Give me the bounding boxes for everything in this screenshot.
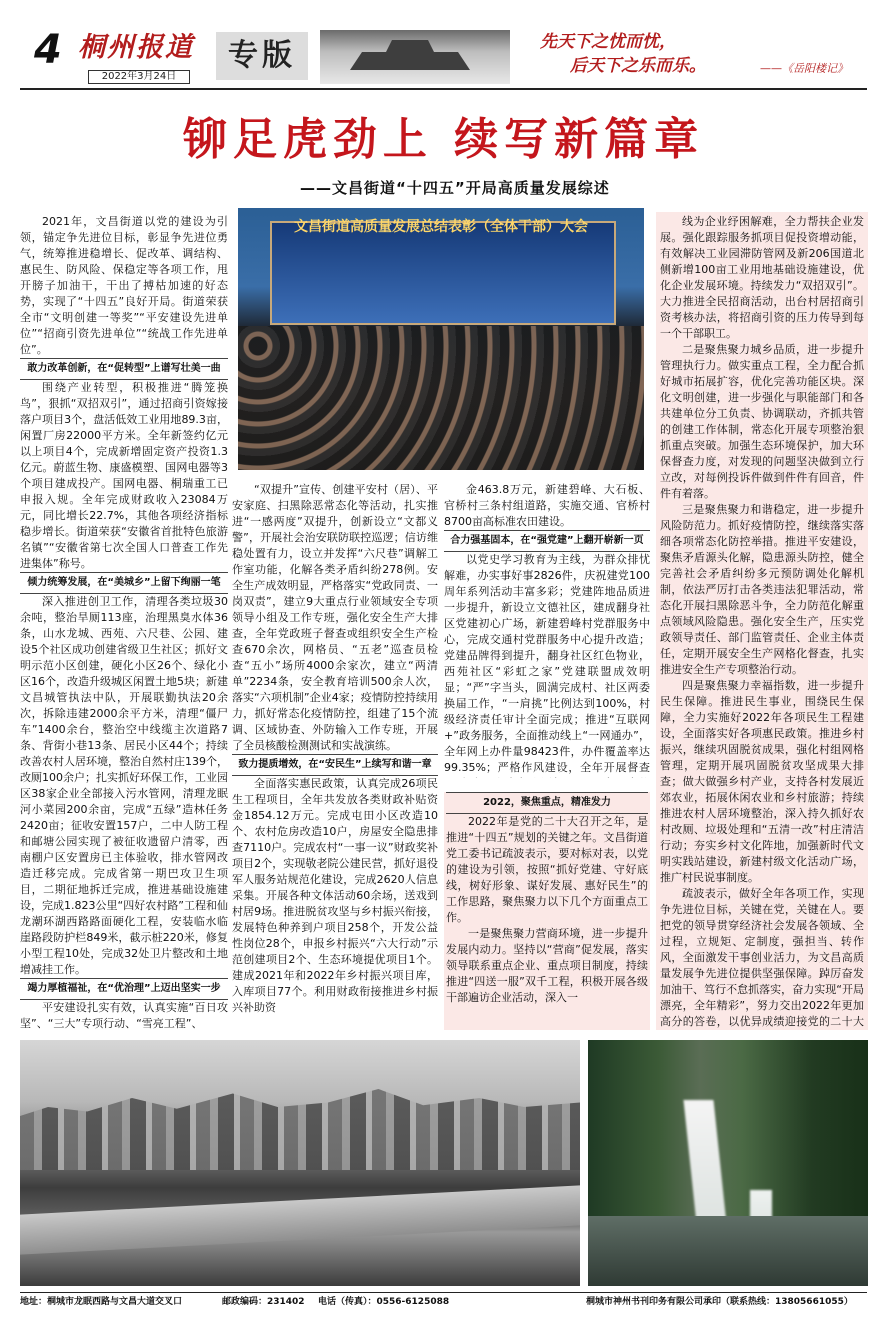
paragraph: 一是聚焦聚力营商环境，进一步提升发展内动力。坚持以“营商”促发展，落实领导联系重点企业、重点项目制度，持续推进“四送一服”双千工程，积极开展各级干部遍访企业活动，深入一 (446, 927, 648, 1004)
paragraph: 疏波表示，做好全年各项工作，实现争先进位目标，关键在党，关键在人。要把党的领导贯穿经济社会发展各领域、全过程，立规矩、定制度，强担当、转作风，全面激发干事创业活力，为文昌高质量发展争先进位提供坚强保障。踔厉奋发加油干、笃行不怠抓落实，奋力实现“开局漂亮，全年精彩”，努力交出2022年更加高分的答卷，以优异成绩迎接党的二十大 (660, 887, 864, 1028)
footer-printer: 桐城市神州书刊印务有限公司承印（联系热线：13805661055） (586, 1297, 853, 1307)
paragraph: 金463.8万元，新建碧峰、大石板、官桥村三条村组道路，实施交通、官桥村8700亩高标准农田建设。 (444, 483, 650, 528)
paragraph: 线为企业纾困解难，全力帮扶企业发展。强化跟踪服务抓项目促投资增动能，有效解决工业园滞防管网及新206国道北侧新增100亩工业用地基础设施建设，优化企业发展环境。持续发力“双招双引”。大力推进全民招商活动，出台村居招商引资考核办法，将招商引资的压力传导到每一个干部职工。 (660, 215, 864, 340)
section-heading: 敢力改革创新，在“促转型”上谱写壮美一曲 (20, 358, 228, 380)
column-2 (232, 482, 438, 1030)
motto-line-2: 后天下之乐而乐。 (570, 56, 706, 76)
paragraph: 四是聚焦聚力幸福指数，进一步提升民生保障。推进民生事业，围绕民生保障，全力实施好2022年各项民生工程建设，全面落实好各项惠民政策。推进乡村振兴，继续巩固脱贫成果，强化村组网格管理，定期开展巩固脱贫攻坚成果大排查；做大做强乡村产业，支持各村发展近郊农业，拓展休闲农业和乡村旅游；持续推进农村人居环境整治，深入持久抓好农村改厕、垃圾处理和“五清一改”村庄清洁行动；夯实乡村文化阵地，加强新时代文明实践站建设，新建村级文化活动广场，推广村民说事制度。 (660, 679, 864, 884)
section-heading: 致力提质增效，在“安民生”上续写和谐一章 (232, 754, 438, 776)
column-1 (20, 214, 228, 1030)
page-number: 4 (34, 27, 62, 73)
masthead-tower-image (320, 30, 510, 84)
paragraph: 深入推进创卫工作，清理各类垃圾30余吨，整治旱厕113座，治理黑臭水体36条，山水龙城、西苑、六尺巷、公园、建设5个社区成功创建省级卫生社区；抓好文明示范小区创建，硬化小区26个、绿化小区16个，改造升级城区闲置土地5块；新建文昌城管执法中队，开展联勤执法20余次，拆除违建2000余平方米，清理“僵尸车”1400余台，整治空中线缆主次道路7条、背街小巷13条、居民小区44个；持续改善农村人居环境，整治自然村庄139个，改厕100余户；扎实抓好环保工作，工业园区38家企业全部接入污水管网，清理龙眠河小菜园200余亩，完成“五绿”造林任务2420亩；征收安置157户，二中人防工程和邮塘公园实现了被征收遗留户清零，西南棚户区安置房已主体验收，排水管网改造迁移完成。完成省第一期巴攻卫生项目，二期征地拆迁完成，推进基础设施建设，完成1.823公里“四好农村路”工程和仙龙潮环湖西路路面硬化工程，安装临水临崖路段防护栏849米，截示桩220米，修复小型工程10处，完成32处卫片整改和土地增减挂工作。 (20, 595, 228, 976)
section-heading: 竭力厚植福祉，在“优治理”上迈出坚实一步 (20, 978, 228, 1000)
motto-source: ——《岳阳楼记》 (760, 62, 848, 75)
footer-rule (20, 1292, 867, 1293)
paragraph: 二是聚焦聚力城乡品质，进一步提升管理执行力。做实重点工程，全力配合抓好城市拓展扩容，优化完善功能区块。深化文明创建，进一步强化与职能部门和各共建单位分工负责、协调联动，齐抓共管的创建工作体制，常态化开展专项整治狠抓重点突破。加强生态环境保护，加大环保督查力度，对发现的问题坚决做到立行立改，对每例投诉件做到件件有回音，件件有着落。 (660, 343, 864, 500)
motto-line-1: 先天下之忧而忧， (540, 32, 676, 52)
paragraph: 2022年是党的二十大召开之年，是推进“十四五”规划的关键之年。文昌街道党工委书记疏波表示，要对标对表，以党的建设为引领，按照“抓好党建、守好底线，树好形象、谋好发展、惠好民生”的工作思路，聚焦聚力以下几个方面重点工作。 (446, 815, 648, 924)
footer-address: 地址：桐城市龙眠西路与文昌大道交叉口 (20, 1297, 183, 1307)
subheadline: ——文昌街道“十四五”开局高质量发展综述 (300, 179, 610, 197)
column-3-top (444, 482, 650, 778)
section-label: 专版 (216, 32, 308, 80)
paragraph: 平安建设扎实有效，认真实施“百日攻坚”、“三大”专项行动、“雪亮工程”、 (20, 1001, 228, 1030)
column-4 (656, 212, 868, 1030)
masthead-rule (20, 88, 867, 90)
paragraph: 围绕产业转型，积极推进“腾笼换鸟”，狠抓“双招双引”，通过招商引资嫁接落户项目3个，盘活低效工业用地89.3亩，闲置厂房22000平方米。全年新签约亿元以上项目4个，完成新增固定资产投资1.3亿元。蔚蓝生物、康盛模塑、国网电器等3个项目建成投产。国网电器、桐瑞重工已申报入规。全年完成财政收入23084万元，同比增长22.7%，其他各项经济指标稳步增长。街道荣获“安徽省首批特色旅游名镇”“安徽省第七次全国人口普查工作先进集体”称号。 (20, 381, 228, 570)
paragraph: 三是聚焦聚力和谐稳定，进一步提升风险防范力。抓好疫情防控，继续落实落细各项常态化防控举措。推进平安建设，聚焦矛盾源头化解，隐患源头防控，健全完善社会矛盾纠纷多元预防调处化解机制，依法严厉打击各类违法犯罪活动，常态化开展扫黑除恶斗争，全力防范化解重点领域风险隐患。强化安全生产，压实党政领导责任、部门监管责任、企业主体责任，定期开展安全生产网格化督查，扎实推进安全生产专项整治行动。 (660, 503, 864, 676)
paragraph: 以党史学习教育为主线，为群众排忧解难，办实事好事2826件，庆祝建党100周年系列活动丰富多彩；党建阵地品质进一步提升，新设立文德社区，建成翻身社区党建初心广场，新建碧峰村党群服务中心，完成交通村党群服务中心提升改造；党建品牌得到提升，翻身社区红色物业，西苑社区“彩虹之家”党建联盟成效明显；“严”字当头，圆满完成村、社区两委换届工作，“一肩挑”比例达到100%，村级经济责任审计全面完成；推进“互联网+”政务服务，全面推动线上“一网通办”，全年网上办件量98423件，办件覆盖率达99.35%；严格作风建设，全年开展督查 (444, 553, 650, 774)
waterfall-pool (588, 1216, 868, 1286)
footer-phone: 电话（传真）：0556-6125088 (318, 1297, 450, 1307)
meeting-screen (270, 221, 615, 325)
section-heading: 倾力统筹发展，在“美城乡”上留下绚丽一笔 (20, 572, 228, 594)
meeting-photo (238, 208, 644, 470)
meeting-banner-text: 文昌街道高质量发展总结表彰（全体干部）大会 (293, 219, 588, 235)
section-heading: 合力强基固本，在“强党建”上翻开崭新一页 (444, 530, 650, 552)
footer-postcode: 邮政编码：231402 (222, 1297, 305, 1307)
paragraph: “双提升”宣传、创建平安村（居）、平安家庭、扫黑除恶常态化等活动，扎实推进“一感两度”双提升，创新设立“文都义警”，开展社会治安联防联控巡逻；信访维稳处置有力，设立并发挥“六尺巷”调解工作室功能，化解各类矛盾纠纷278例。安全生产成效明显，严格落实“党政同责、一岗双责”，建立9大重点行业领域安全专项领导小组及工作专班，强化安全生产大排查，全年党政班子督查或组织安全生产检查670余次，网格员、“五老”巡查员检查“五小”场所4000余家次，建立“两清单”2234条，安全教育培训500余人次，落实“六项机制”企业4家；疫情防控持续用力，抓好常态化疫情防控，组建了15个流调、区域协查、外防输入工作专班，开展了全员核酸检测测试和实战演练。 (232, 483, 438, 752)
issue-date: 2022年3月24日 (88, 70, 190, 84)
headline: 铆足虎劲上 续写新篇章 (182, 114, 705, 165)
meeting-crowd (238, 326, 644, 470)
paragraph: 全面落实惠民政策，认真完成26项民生工程项目，全年共发放各类财政补贴资金1854.12万元。完成屯田小区改造10个、农村危房改造10户，房屋安全隐患排查7110户。完成农村“一事一议”财政奖补项目2个，实现敬老院公建民营，抓好退役军人服务站规范化建设，完成2620人信息采集。开展各种文体活动60余场，送戏到村居9场。推进脱贫攻坚与乡村振兴衔接，发展特色种养到户项目258个，开发公益性岗位28个，申报乡村振兴“六大行动”示范创建项目2个、生态环境提优项目1个。建成2021年和2022年乡村振兴项目库，入库项目77个。利用财政衔接推进乡村振兴补助资 (232, 777, 438, 1014)
column-3-bottom (444, 792, 650, 1030)
city-river (20, 1185, 580, 1254)
city-river-photo (20, 1040, 580, 1286)
paper-name: 桐州报道 (78, 32, 194, 63)
waterfall-photo (588, 1040, 868, 1286)
section-heading: 2022，聚焦重点，精准发力 (446, 792, 648, 814)
city-skyline (20, 1080, 580, 1170)
paragraph: 2021年，文昌街道以党的建设为引领，锚定争先进位目标，彰显争先进位勇气，统筹推进稳增长、促改革、调结构、惠民生、防风险、保稳定等各项工作，甩开膀子加油干，干出了搏枯加速的好态势，实现了“十四五”良好开局。街道荣获全市“文明创建一等奖”“平安建设先进单位”“招商引资先进单位”“统战工作先进单位”。 (20, 215, 228, 356)
